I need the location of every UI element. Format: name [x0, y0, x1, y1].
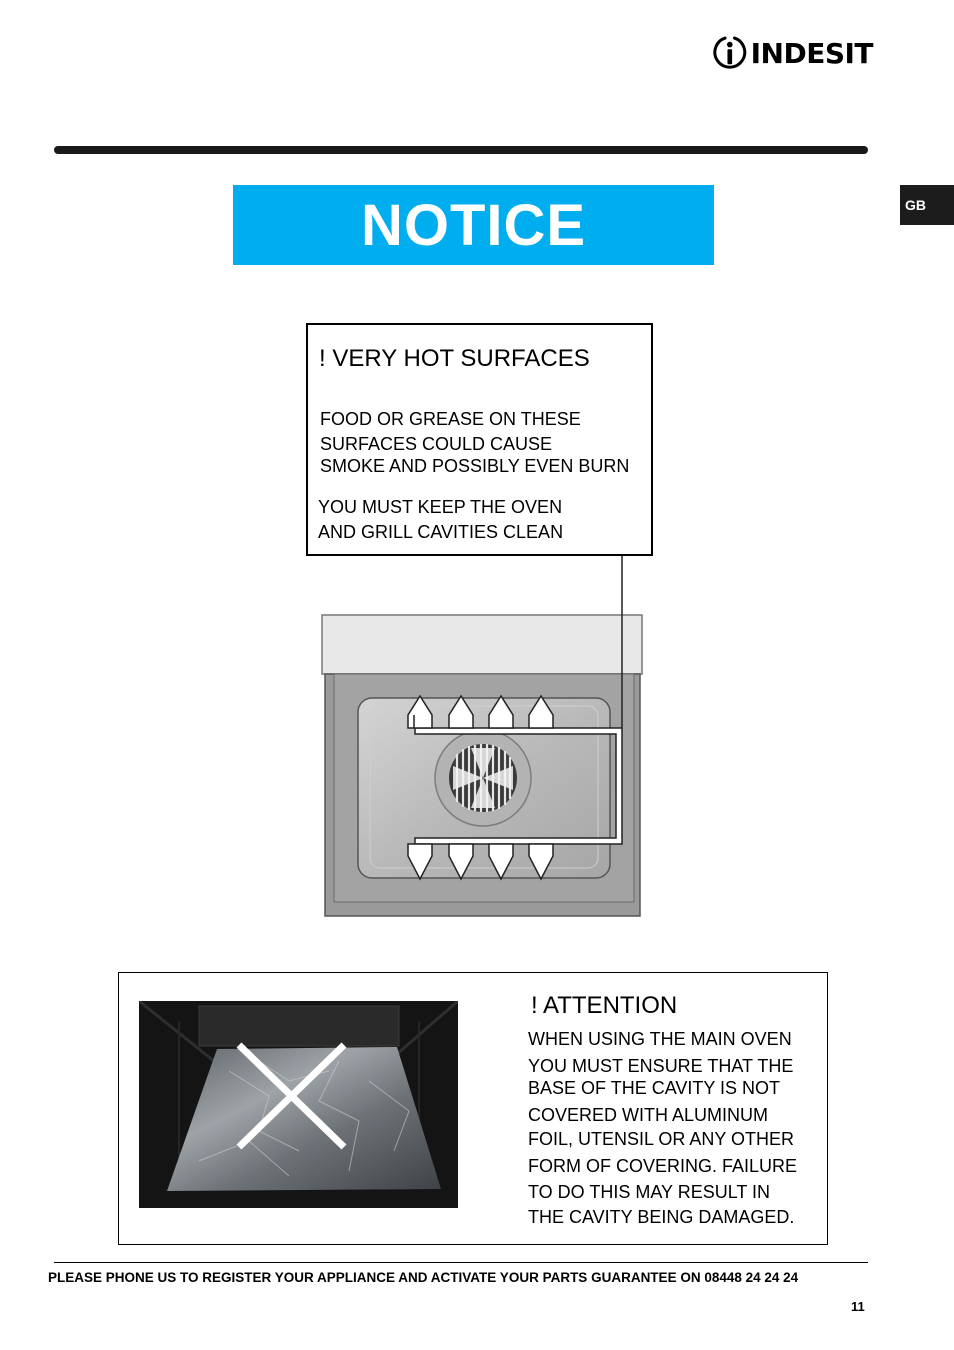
hot-surfaces-line: YOU MUST KEEP THE OVEN [318, 497, 563, 517]
attention-line: WHEN USING THE MAIN OVEN [528, 1029, 792, 1049]
oven-cavity-diagram [320, 556, 650, 920]
footer-register-notice: PLEASE PHONE US TO REGISTER YOUR APPLIANCE AND ACTIVATE YOUR PARTS GUARANTEE ON 08448 24 24 24 [48, 1270, 799, 1285]
hot-surfaces-heading: ! VERY HOT SURFACES [319, 345, 590, 372]
attention-line: YOU MUST ENSURE THAT THE [528, 1056, 794, 1076]
attention-line: FOIL, UTENSIL OR ANY OTHER [528, 1129, 795, 1149]
fan-icon [435, 730, 531, 826]
indesit-logo [713, 32, 873, 74]
oven-top-panel [322, 615, 642, 674]
indesit-logo-icon [713, 33, 747, 73]
hot-surfaces-line: AND GRILL CAVITIES CLEAN [318, 522, 564, 542]
page-number: 11 [851, 1299, 865, 1314]
footer-divider [54, 1262, 868, 1263]
notice-banner [233, 185, 714, 265]
hot-surfaces-line: FOOD OR GREASE ON THESE [320, 409, 581, 429]
hot-surfaces-warning [306, 323, 653, 556]
hot-surfaces-line: SMOKE AND POSSIBLY EVEN BURN [320, 456, 630, 476]
attention-line: BASE OF THE CAVITY IS NOT [528, 1078, 781, 1098]
attention-line: TO DO THIS MAY RESULT IN [528, 1182, 771, 1202]
attention-line: COVERED WITH ALUMINUM [528, 1105, 769, 1125]
attention-heading: ! ATTENTION [531, 992, 678, 1019]
attention-line: FORM OF COVERING. FAILURE [528, 1156, 798, 1176]
header-divider [54, 146, 868, 154]
language-tab [900, 185, 954, 225]
notice-title: NOTICE [360, 192, 587, 258]
hot-surfaces-line: SURFACES COULD CAUSE [320, 434, 553, 454]
foil-covered-oven-photo [139, 1001, 458, 1208]
attention-line: THE CAVITY BEING DAMAGED. [528, 1207, 795, 1227]
brand-name: INDESIT [750, 36, 873, 70]
language-tab-label: GB [905, 197, 926, 213]
